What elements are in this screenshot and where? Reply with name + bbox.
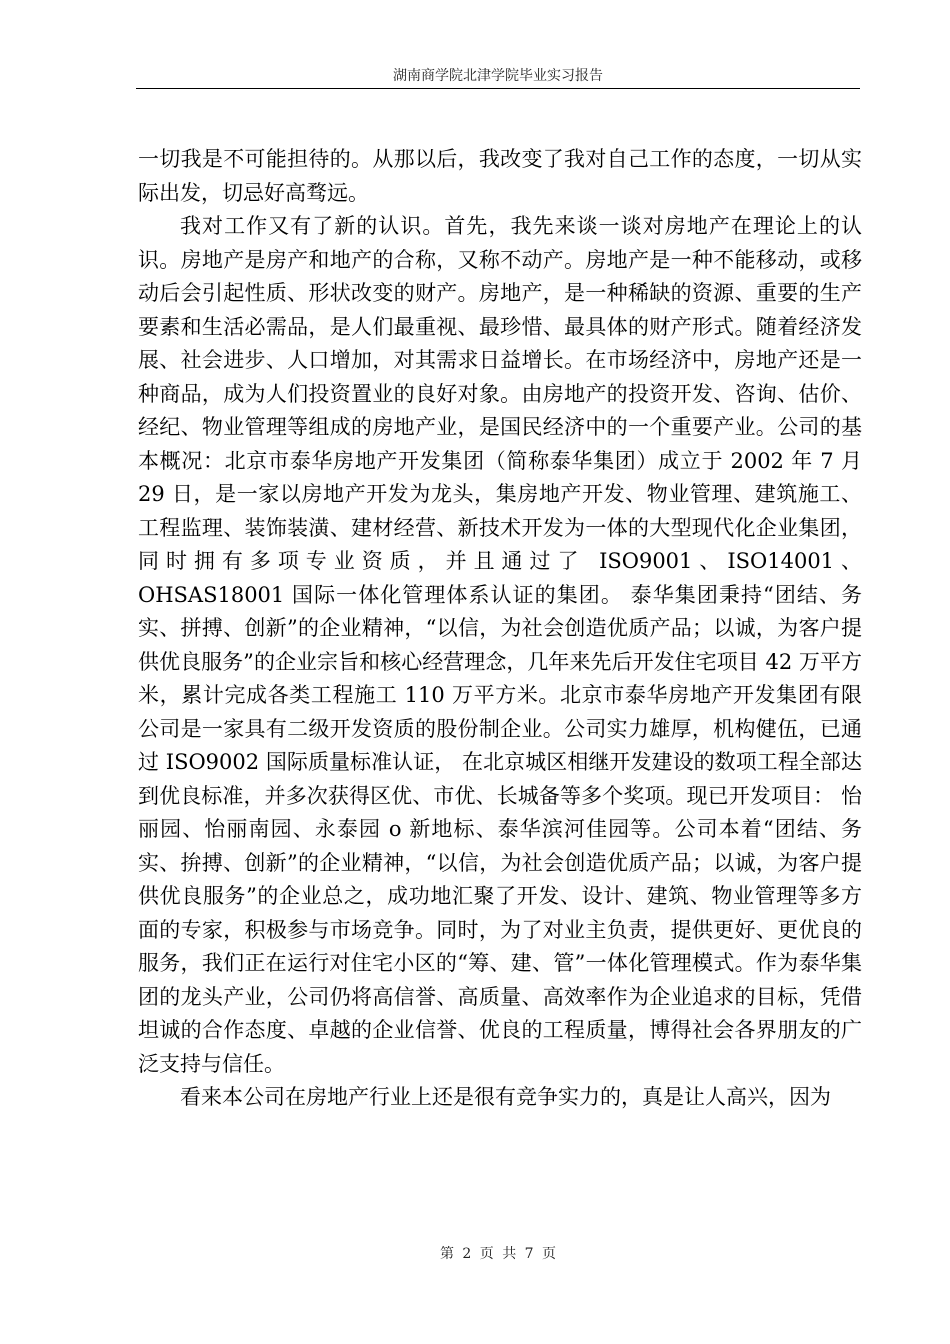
paragraph-3: 看来本公司在房地产行业上还是很有竞争实力的，真是让人高兴，因为 [180,1085,831,1109]
page-header: 湖南商学院北津学院毕业实习报告 [393,68,603,84]
header-divider [136,88,860,89]
document-body [138,143,862,1115]
paragraph-2: 我对工作又有了新的认识。首先，我先来谈一谈对房地产在理论上的认识。房地产是房产和地产的合称，又称不动产。房地产是一种不能移动，或移动后会引起性质、形状改变的财产。房地产，是一种稀缺的资源、重要的生产要素和生活必需品，是人们最重视、最珍惜、最具体的财产形式。随着经济发展、社会进步、人口增加，对其需求日益增长。在市场经济中，房地产还是一种商品，成为人们投资置业的良好对象。由房地产的投资开发、咨询、估价、经纪、物业管理等组成的房地产业，是国民经济中的一个重要产业。公司的基本概况：北京市泰华房地产开发集团（简称泰华集团）成立于 2002 年 7 月 29 日，是一家以房地产开发为龙头，集房地产开发、物业管理、建筑施工、工程监理、装饰装潢、建材经营、新技术开发为一体的大型现代化企业集团，同时拥有多项专业资质，并且通过了 ISO9001、ISO14001、OHSAS18001 国际一体化管理体系认证的集团。 泰华集团秉持“团结、务实、拼搏、创新”的企业精神，“以信，为社会创造优质产品；以诚，为客户提供优良服务”的企业宗旨和核心经营理念，几年来先后开发住宅项目 42 万平方米，累计完成各类工程施工 110 万平方米。北京市泰华房地产开发集团有限公司是一家具有二级开发资质的股份制企业。公司实力雄厚，机构健伍，已通过 ISO9002 国际质量标准认证， 在北京城区相继开发建设的数项工程全部达到优良标准，并多次获得区优、市优、长城备等多个奖项。现已开发项目： 怡丽园、怡丽南园、永泰园 o 新地标、泰华滨河佳园等。公司本着“团结、务实、拚搏、创新”的企业精神，“以信，为社会创造优质产品；以诚，为客户提供优良服务”的企业总之，成功地汇聚了开发、设计、建筑、物业管理等多方面的专家，积极参与市场竞争。同时，为了对业主负责，提供更好、更优良的服务，我们正在运行对住宅小区的“筹、建、管”一体化管理模式。作为泰华集团的龙头产业，公司仍将高信誉、高质量、高效率作为企业追求的目标，凭借坦诚的合作态度、卓越的企业信誉、优良的工程质量，博得社会各界朋友的广泛支持与信任。 [138,214,862,1076]
paragraph-1: 一切我是不可能担待的。从那以后，我改变了我对自己工作的态度，一切从实际出发，切忌好高骛远。 [138,147,862,205]
page-number-footer: 第 2 页 共 7 页 [439,1246,557,1262]
